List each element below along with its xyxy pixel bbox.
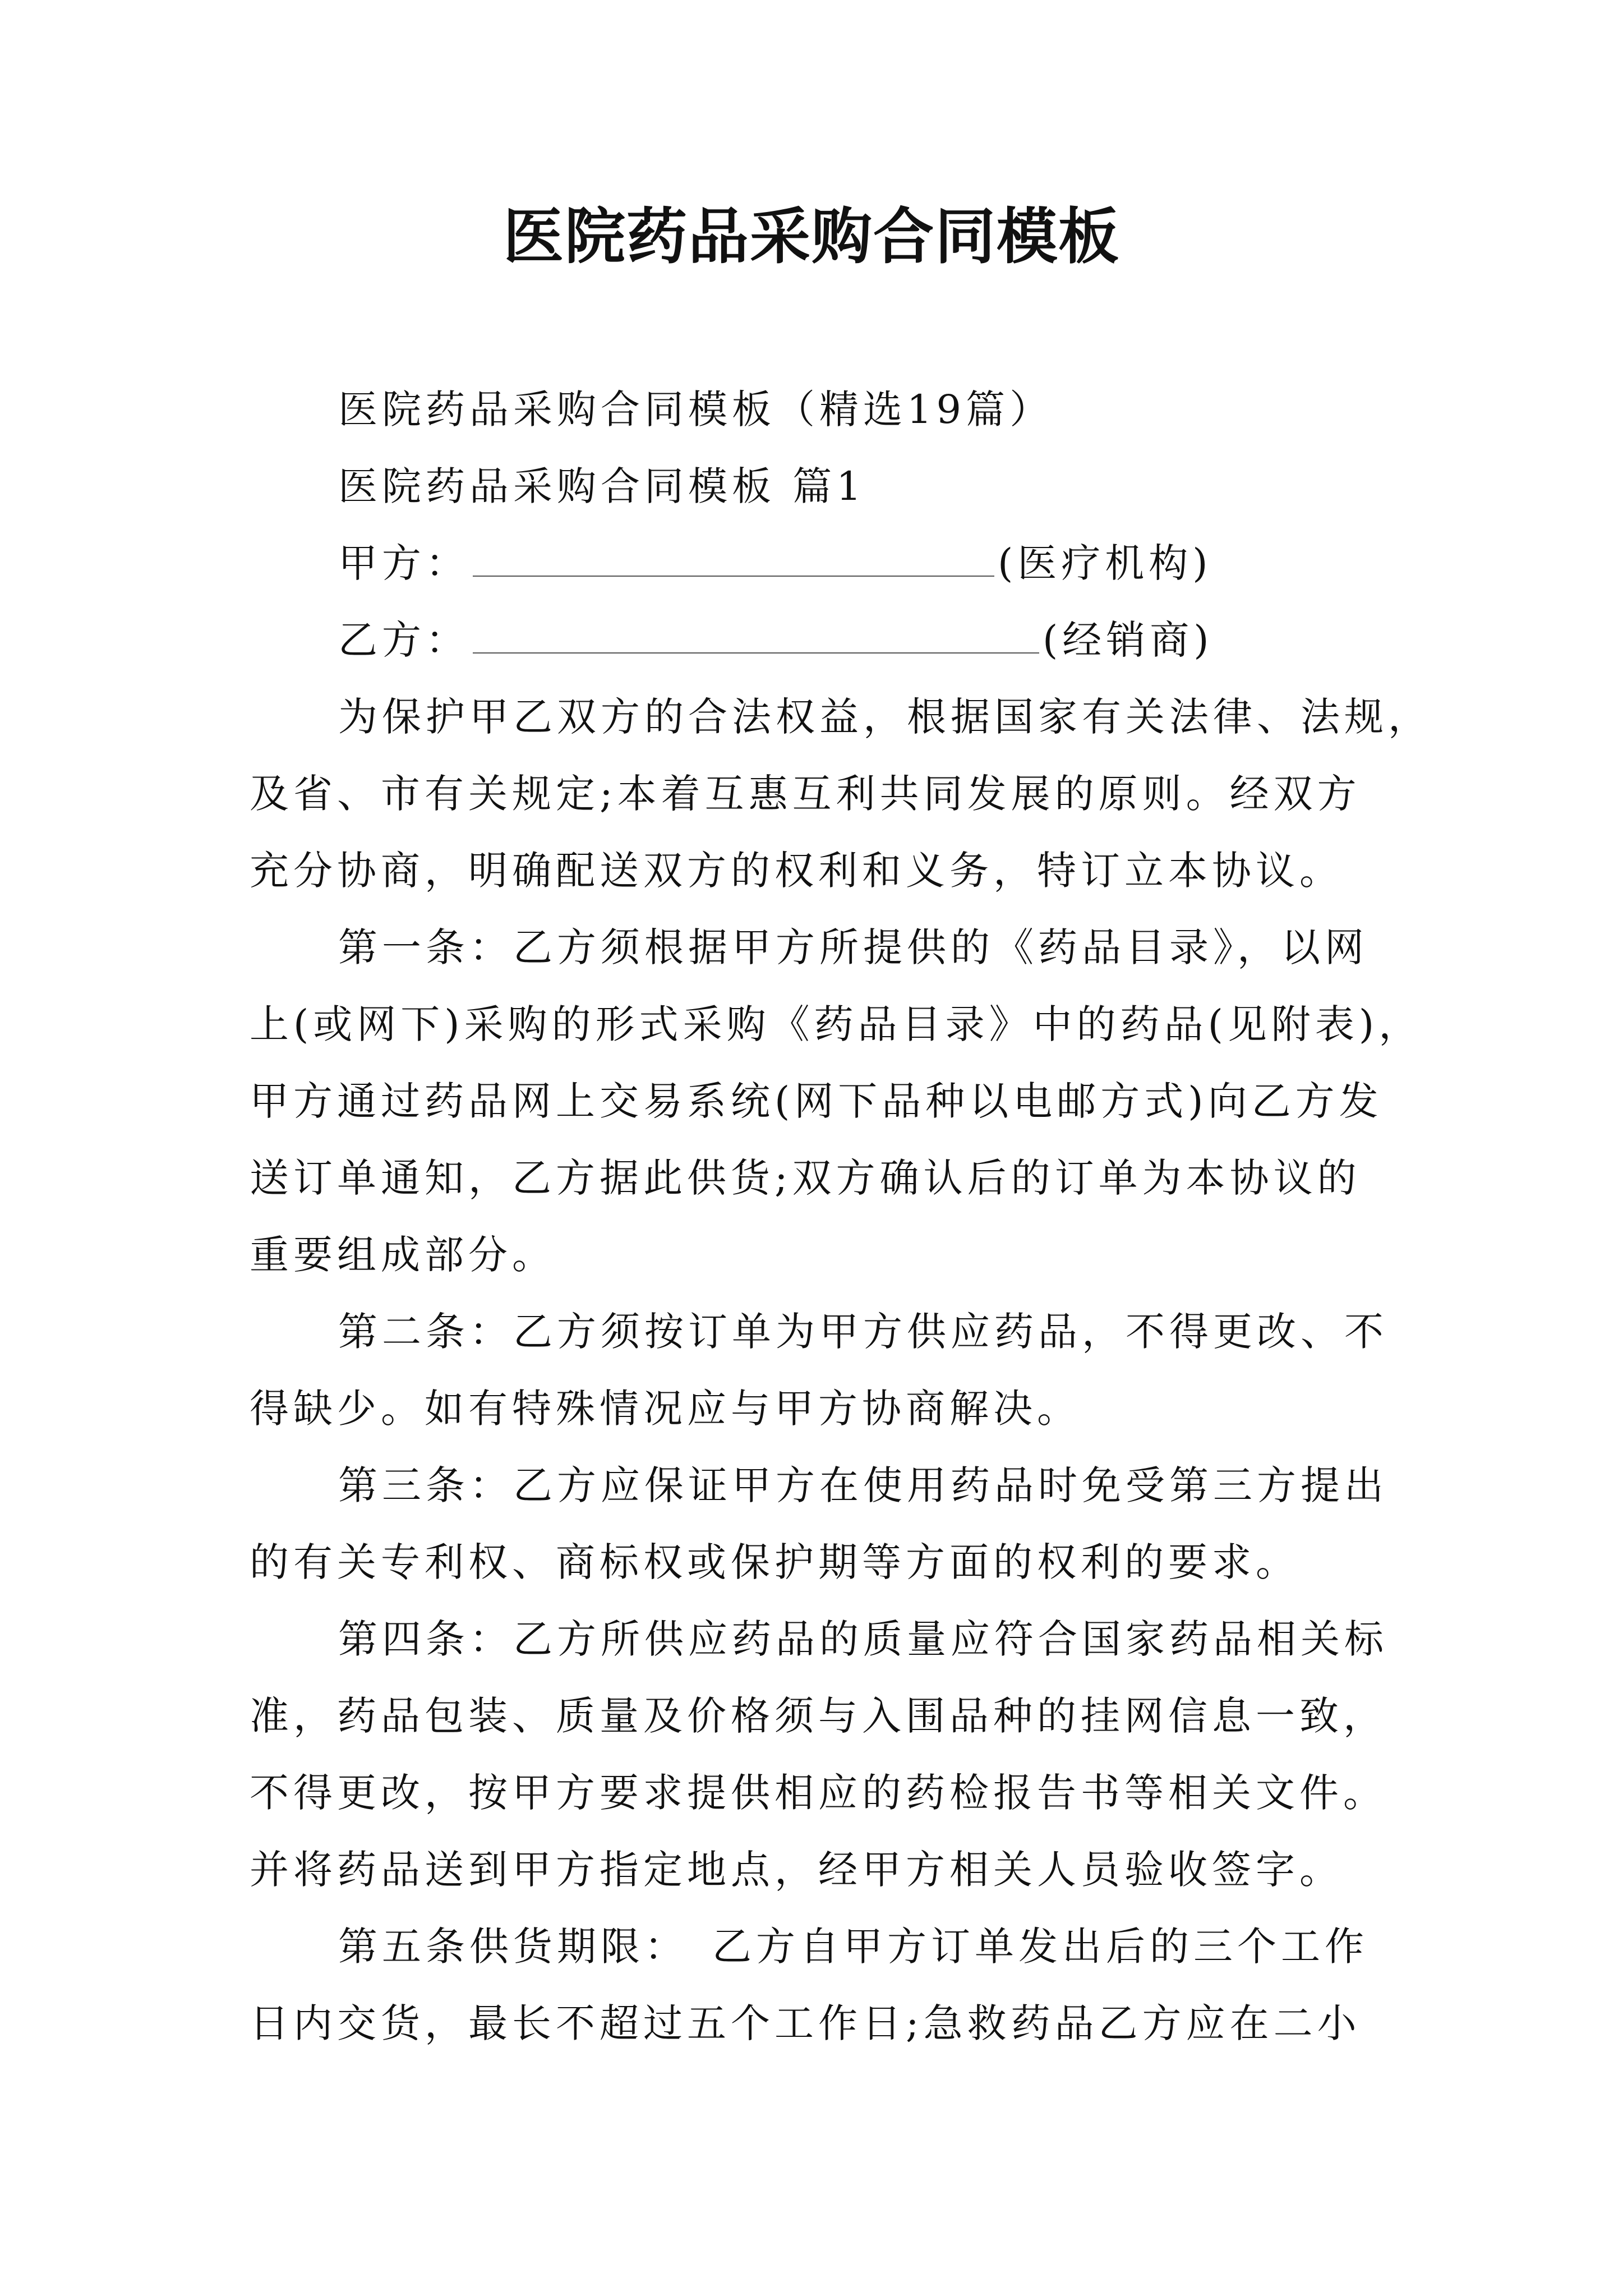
paragraph-line: 第一条：乙方须根据甲方所提供的《药品目录》，以网 bbox=[338, 924, 1368, 970]
document-body bbox=[250, 371, 1438, 2062]
party-a-suffix: (医疗机构) bbox=[998, 540, 1212, 586]
paragraph bbox=[250, 1908, 1438, 2062]
party-a-blank bbox=[473, 542, 994, 577]
paragraph-container bbox=[250, 679, 1438, 2062]
paragraph bbox=[250, 679, 1438, 909]
party-a-label: 甲方： bbox=[338, 540, 469, 586]
paragraph bbox=[250, 1601, 1438, 1908]
paragraph-line: 日内交货，最长不超过五个工作日;急救药品乙方应在二小 bbox=[250, 2000, 1361, 2046]
party-b-blank bbox=[473, 619, 1039, 654]
paragraph-line: 送订单通知，乙方据此供货;双方确认后的订单为本协议的 bbox=[250, 1155, 1361, 1201]
party-b-line bbox=[250, 602, 1438, 679]
paragraph-line: 得缺少。如有特殊情况应与甲方协商解决。 bbox=[250, 1386, 1081, 1432]
paragraph-line: 第四条：乙方所供应药品的质量应符合国家药品相关标 bbox=[338, 1616, 1388, 1662]
paragraph-line: 及省、市有关规定;本着互惠互利共同发展的原则。经双方 bbox=[250, 771, 1361, 817]
paragraph-line: 准，药品包装、质量及价格须与入围品种的挂网信息一致， bbox=[250, 1693, 1387, 1739]
paragraph-line: 充分协商，明确配送双方的权利和义务，特订立本协议。 bbox=[250, 848, 1343, 894]
paragraph bbox=[250, 1447, 1438, 1601]
paragraph-line: 第三条：乙方应保证甲方在使用药品时免受第三方提出 bbox=[338, 1462, 1388, 1508]
paragraph-line: 第五条供货期限： 乙方自甲方订单发出后的三个工作 bbox=[338, 1924, 1368, 1970]
paragraph-line: 为保护甲乙双方的合法权益，根据国家有关法律、法规， bbox=[338, 694, 1432, 740]
section-heading: 医院药品采购合同模板 篇1 bbox=[338, 463, 866, 509]
party-b-suffix: (经销商) bbox=[1043, 617, 1214, 663]
paragraph-line: 第二条：乙方须按订单为甲方供应药品，不得更改、不 bbox=[338, 1309, 1388, 1355]
paragraph bbox=[250, 1294, 1438, 1447]
paragraph-line: 甲方通过药品网上交易系统(网下品种以电邮方式)向乙方发 bbox=[250, 1078, 1383, 1124]
document-subtitle: 医院药品采购合同模板（精选19篇） bbox=[338, 386, 1054, 432]
paragraph bbox=[250, 909, 1438, 1294]
party-a-line bbox=[250, 525, 1438, 602]
paragraph-line: 上(或网下)采购的形式采购《药品目录》中的药品(见附表)， bbox=[250, 1001, 1423, 1047]
paragraph-line: 并将药品送到甲方指定地点，经甲方相关人员验收签字。 bbox=[250, 1847, 1343, 1893]
document-title: 医院药品采购合同模板 bbox=[502, 201, 1120, 272]
paragraph-line: 的有关专利权、商标权或保护期等方面的权利的要求。 bbox=[250, 1539, 1299, 1585]
paragraph-line: 重要组成部分。 bbox=[250, 1232, 556, 1278]
paragraph-line: 不得更改，按甲方要求提供相应的药检报告书等相关文件。 bbox=[250, 1770, 1387, 1816]
party-b-label: 乙方： bbox=[338, 617, 469, 663]
